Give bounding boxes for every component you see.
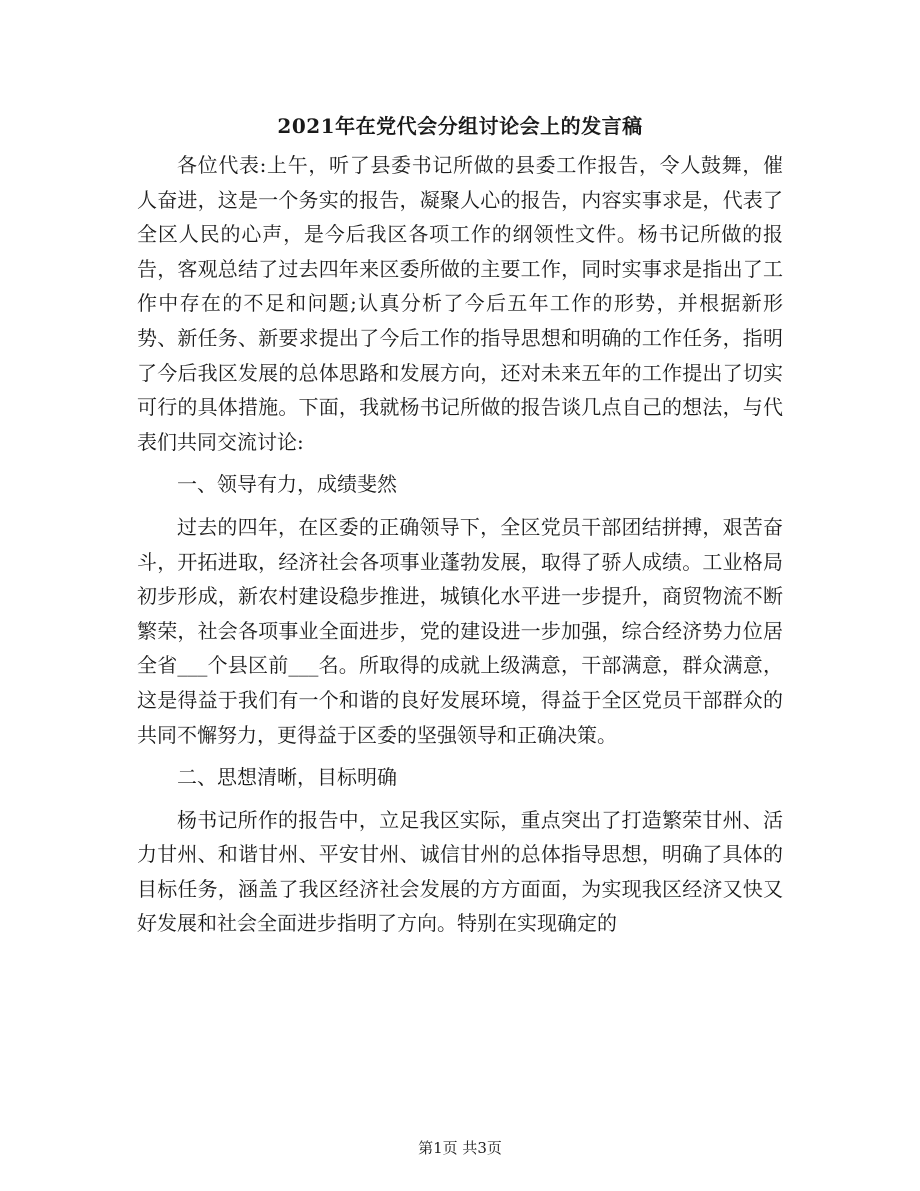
paragraph-intro: 各位代表:上午，听了县委书记所做的县委工作报告，令人鼓舞，催人奋进，这是一个务实的报告，凝聚人心的报告，内容实事求是，代表了全区人民的心声，是今后我区各项工作的纲领性文件。杨书记所做的报告，客观总结了过去四年来区委所做的主要工作，同时实事求是指出了工作中存在的不足和问题;认真分析了今后五年工作的形势，并根据新形势、新任务、新要求提出了今后工作的指导思想和明确的工作任务，指明了今后我区发展的总体思路和发展方向，还对未来五年的工作提出了切实可行的具体措施。下面，我就杨书记所做的报告谈几点自己的想法，与代表们共同交流讨论: — [137, 153, 783, 454]
document-title: 2021年在党代会分组讨论会上的发言稿 — [277, 114, 643, 138]
spacer — [137, 502, 783, 510]
paragraph-section-2: 杨书记所作的报告中，立足我区实际，重点突出了打造繁荣甘州、活力甘州、和谐甘州、平安甘州、诚信甘州的总体指导思想，明确了具体的目标任务，涵盖了我区经济社会发展的方方面面，为实现我区经济又快又好发展和社会全面进步指明了方向。特别在实现确定的 — [137, 807, 783, 936]
document-body — [137, 148, 783, 941]
spacer — [137, 795, 783, 803]
spacer — [137, 752, 783, 760]
spacer — [137, 459, 783, 467]
page-number: 第1页 共3页 — [418, 1139, 502, 1157]
paragraph-section-1: 过去的四年，在区委的正确领导下，全区党员干部团结拼搏，艰苦奋斗，开拓进取，经济社会各项事业蓬勃发展，取得了骄人成绩。工业格局初步形成，新农村建设稳步推进，城镇化水平进一步提升，商贸物流不断繁荣，社会各项事业全面进步，党的建设进一步加强，综合经济势力位居全省___个县区前___名。所取得的成就上级满意，干部满意，群众满意，这是得益于我们有一个和谐的良好发展环境，得益于全区党员干部群众的共同不懈努力，更得益于区委的坚强领导和正确决策。 — [137, 514, 783, 747]
section-heading-1: 一、领导有力，成绩斐然 — [177, 472, 397, 497]
section-heading-2: 二、思想清晰，目标明确 — [177, 765, 397, 790]
